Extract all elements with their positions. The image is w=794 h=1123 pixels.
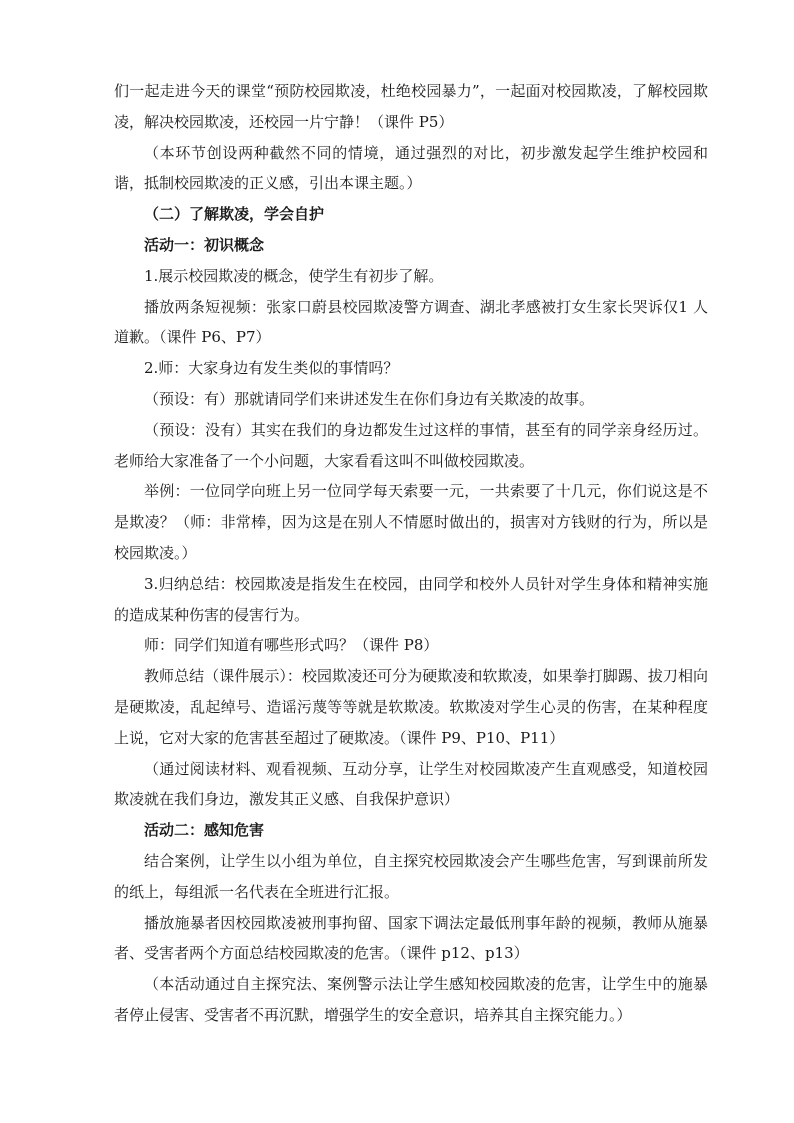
section-heading-2: （二）了解欺凌，学会自护 [144,205,325,224]
paragraph-design-note-1: （本环节创设两种截然不同的情境，通过强烈的对比，初步激发起学生维护校园和谐，抵制校园欺凌的正义感，引出本课主题。） [114,143,708,193]
paragraph-example: 举例：一位同学向班上另一位同学每天索要一元，一共索要了十几元，你们说这是不是欺凌？（师：非常棒，因为这是在别人不情愿时做出的，损害对方钱财的行为，所以是校园欺凌。） [114,482,708,562]
paragraph-preset-no: （预设：没有）其实在我们的身边都发生过这样的事情，甚至有的同学亲身经历过。老师给大家准备了一个小问题，大家看看这叫不叫做校园欺凌。 [114,420,708,470]
activity-heading-1: 活动一：初识概念 [144,235,265,254]
document-body [114,76,708,1031]
paragraph-harm-video: 播放施暴者因校园欺凌被刑事拘留、国家下调法定最低刑事年龄的视频，教师从施暴者、受害者两个方面总结校园欺凌的危害。（课件 p12、p13） [114,913,708,963]
paragraph-videos: 播放两条短视频：张家口蔚县校园欺凌警方调查、湖北孝感被打女生家长哭诉仅1 人道歉。（课件 P6、P7） [114,297,708,347]
activity-heading-2: 活动二：感知危害 [144,821,265,840]
paragraph-step-1: 1.展示校园欺凌的概念，使学生有初步了解。 [144,266,444,285]
paragraph-design-note-3: （本活动通过自主探究法、案例警示法让学生感知校园欺凌的危害，让学生中的施暴者停止侵害、受害者不再沉默，增强学生的安全意识，培养其自主探究能力。） [114,975,708,1024]
paragraph-design-note-2: （通过阅读材料、观看视频、互动分享，让学生对校园欺凌产生直观感受，知道校园欺凌就在我们身边，激发其正义感、自我保护意识） [114,759,708,809]
paragraph-group-work: 结合案例，让学生以小组为单位，自主探究校园欺凌会产生哪些危害，写到课前所发的纸上，每组派一名代表在全班进行汇报。 [114,851,708,901]
paragraph-preset-yes: （预设：有）那就请同学们来讲述发生在你们身边有关欺凌的故事。 [144,389,595,408]
paragraph-step-3: 3.归纳总结：校园欺凌是指发生在校园，由同学和校外人员针对学生身体和精神实施的造成某种伤害的侵害行为。 [114,574,708,624]
paragraph-teacher-question: 师：同学们知道有哪些形式吗？（课件 P8） [144,636,439,655]
paragraph-step-2: 2.师：大家身边有发生类似的事情吗？ [144,359,399,378]
paragraph-intro-continued: 们一起走进今天的课堂“预防校园欺凌，杜绝校园暴力”，一起面对校园欺凌，了解校园欺凌，解决校园欺凌，还校园一片宁静！（课件 P5） [114,82,708,131]
paragraph-teacher-summary: 教师总结（课件展示）：校园欺凌还可分为硬欺凌和软欺凌，如果拳打脚踢、拔刀相向是硬欺凌，乱起绰号、造谣污蔑等等就是软欺凌。软欺凌对学生心灵的伤害，在某种程度上说，它对大家的危害甚至超过了硬欺凌。（课件 P9、P10、P11） [114,667,708,747]
